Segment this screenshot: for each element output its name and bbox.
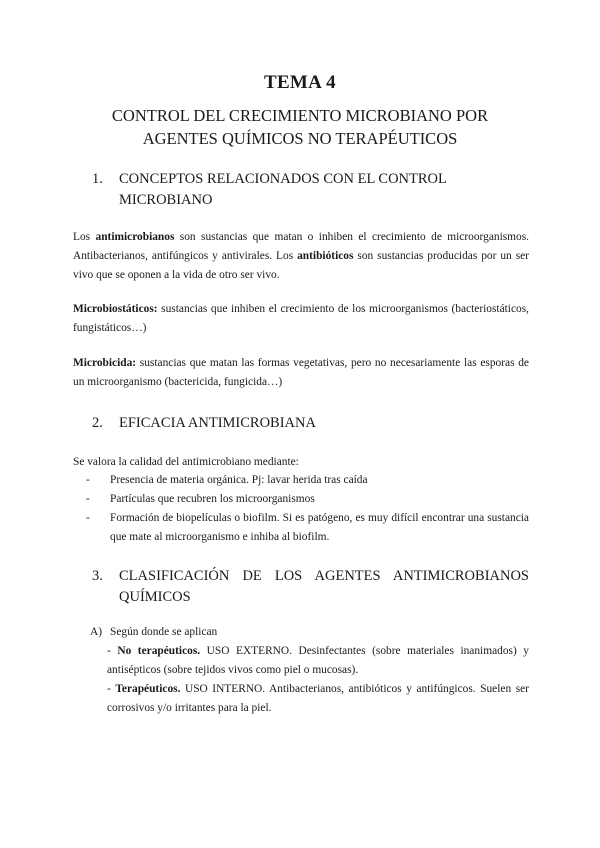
microbiostaticos-paragraph [73,300,529,338]
section-1-number: 1. [92,171,103,187]
dash-bullet: - [107,683,116,695]
text-run: son sustancias producidas por un ser vivo que se oponen a la vida de otro ser vivo. [73,250,529,281]
list-item [73,471,529,490]
microbicida-paragraph [73,354,529,392]
dash-bullet: - [107,645,118,657]
text-run: sustancias que inhiben el crecimiento de los microorganismos (bacteriostáticos, fungistáticos…) [73,303,529,334]
dash-bullet: - [86,493,90,505]
list-item-text: Partículas que recubren los microorganismos [110,493,315,505]
list-item [73,490,529,509]
list-item-text: Presencia de materia orgánica. Pj: lavar herida tras caída [110,474,368,486]
text-run: Los [73,231,96,243]
text-run: USO EXTERNO. Desinfectantes (sobre materiales inanimados) y antisépticos (sobre tejidos vivos como piel o mucosas). [107,645,529,676]
section-3-heading-line-2: QUÍMICOS [119,589,191,605]
page-subtitle [0,104,600,150]
section-1-heading-line-2: MICROBIANO [119,192,213,208]
dash-bullet: - [86,474,90,486]
text-run: USO INTERNO. Antibacterianos, antibióticos y antifúngicos. Suelen ser corrosivos y/o irritantes para la piel. [107,683,529,714]
section-3-number: 3. [92,568,103,584]
subtitle-line-1: CONTROL DEL CRECIMIENTO MICROBIANO POR [111,106,489,125]
no-terapeuticos-item [107,642,529,680]
section-2-number: 2. [92,415,103,431]
term-antibioticos: antibióticos [297,250,354,262]
term-microbiostaticos: Microbiostáticos: [73,303,158,315]
section-1-heading-line-1: CONCEPTOS RELACIONADOS CON EL CONTROL [119,171,447,187]
list-item [73,509,529,547]
eficacia-list [73,471,529,547]
term-microbicida: Microbicida: [73,357,137,369]
term-no-terapeuticos: No terapéuticos. [117,645,201,657]
section-3-heading [92,566,529,608]
section-3-heading-line-1: CLASIFICACIÓN DE LOS AGENTES ANTIMICROBIANOS [119,568,529,584]
dash-bullet: - [86,512,90,524]
terapeuticos-item [107,680,529,718]
text-run: son sustancias que matan o inhiben el crecimiento de microorganismos. Antibacterianos, antifúngicos y antivirales. Los [73,231,530,262]
subsection-a-letter: A) [90,626,103,638]
term-antimicrobianos: antimicrobianos [95,231,175,243]
section-2-heading-text: EFICACIA ANTIMICROBIANA [119,415,316,431]
page-title: TEMA 4 [263,72,336,93]
text-run: sustancias que matan las formas vegetativas, pero no necesariamente las esporas de un microorganismo (bactericida, fungicida…) [73,357,529,388]
list-item-text: Formación de biopelículas o biofilm. Si es patógeno, es muy difícil encontrar una sustancia que mate al microorganismo e inhiba al biofilm. [110,512,529,543]
antimicrobianos-paragraph [73,228,529,285]
section-2-intro: Se valora la calidad del antimicrobiano mediante: [73,456,299,468]
section-1-heading [92,169,479,211]
term-terapeuticos: Terapéuticos. [115,683,181,695]
subtitle-line-2: AGENTES QUÍMICOS NO TERAPÉUTICOS [142,129,458,148]
subsection-a-label: Según donde se aplican [110,626,218,638]
section-2-heading [92,413,479,434]
